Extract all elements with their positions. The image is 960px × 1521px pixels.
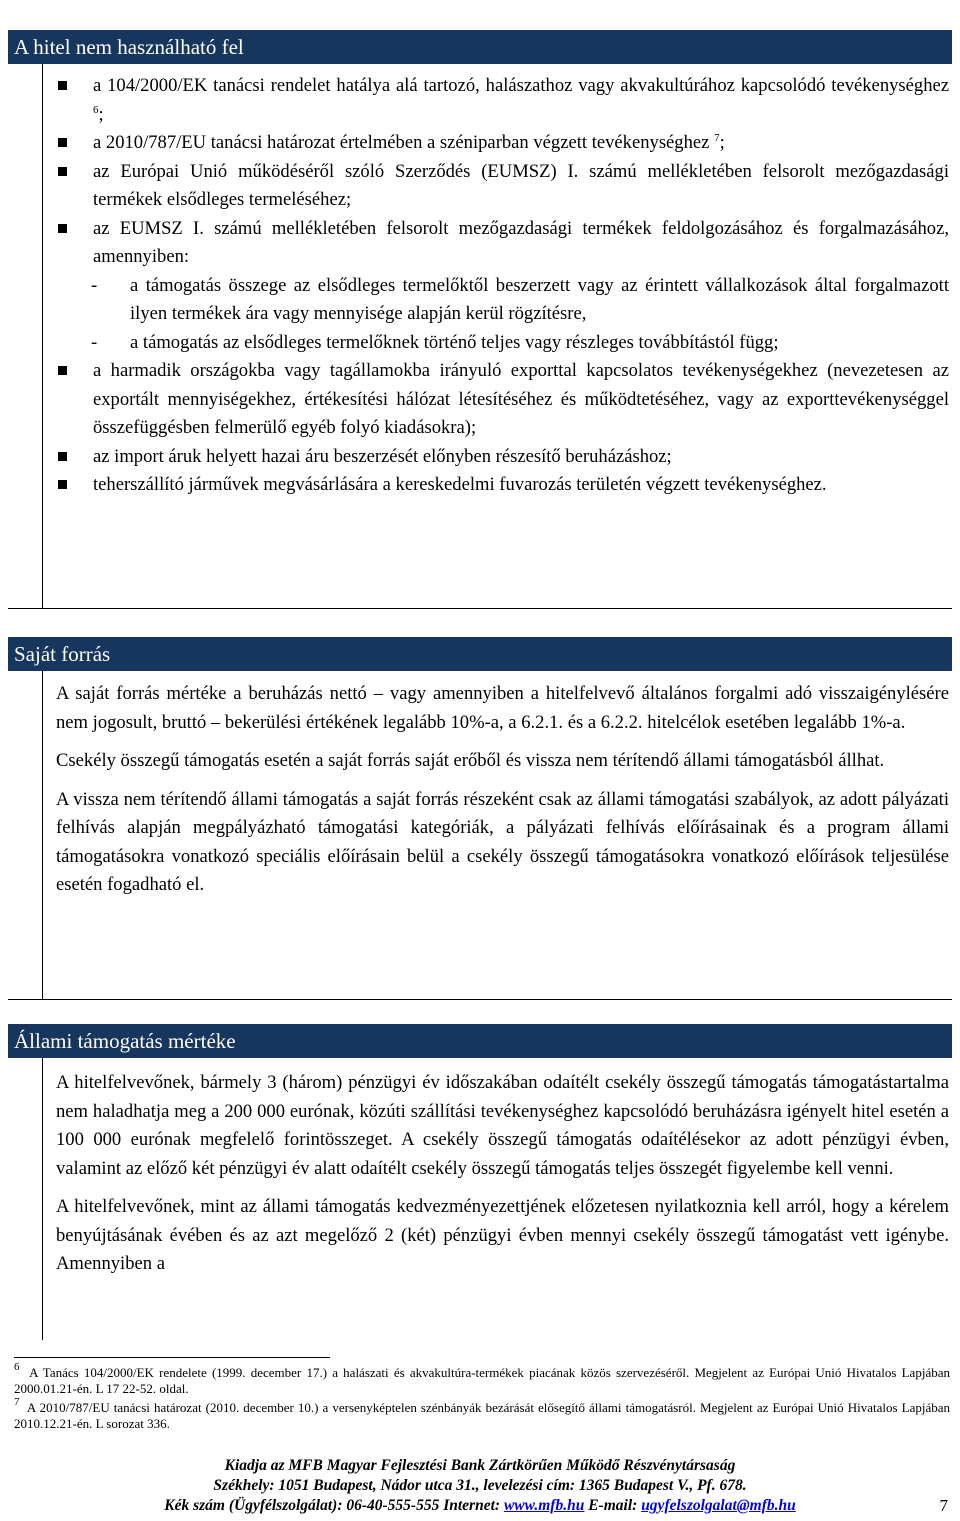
page-footer — [0, 1456, 960, 1516]
dash-bullet: - — [91, 274, 98, 296]
section-header-sajat-forras: Saját forrás — [8, 637, 952, 671]
paragraph: A hitelfelvevőnek, mint az állami támogatás kedvezményezettjének előzetesen nyilatkoznia kell arról, hogy a kérelem benyújtásának évében és az azt megelőző 2 (két) pénzügyi évben mennyi csekély összegű támogatást vett igénybe. Amennyiben a — [56, 1196, 949, 1274]
state-aid-text — [56, 1069, 949, 1279]
list-item: az import áruk helyett hazai áru beszerzését előnyben részesítő beruházáshoz; — [56, 443, 949, 472]
section-left-rule — [42, 64, 43, 608]
footnote-separator — [14, 1357, 330, 1358]
section-bottom-rule — [8, 999, 952, 1000]
section-header-allami-tamogatas: Állami támogatás mértéke — [8, 1024, 952, 1058]
address-line: Székhely: 1051 Budapest, Nádor utca 31., levelezési cím: 1365 Budapest V., Pf. 678. — [213, 1477, 747, 1494]
section-header-hitel-nem-hasznalhato: A hitel nem használható fel — [8, 30, 952, 64]
list-item: a 104/2000/EK tanácsi rendelet hatálya alá tartozó, halászathoz vagy akvakultúrához kapcsolódó tevékenységhez $^6$; — [56, 72, 949, 129]
list-item: a harmadik országokba vagy tagállamokba irányuló exporttal kapcsolatos tevékenységekhez (nevezetesen az exportált mennyiségekhez, értékesítési hálózat létesítéséhez és működtetéséhez, vagy az exporttevékenységgel összefüggésben felmerülő egyéb folyó kiadásokra); — [56, 357, 949, 443]
publisher-line: Kiadja az MFB Magyar Fejlesztési Bank Zártkörűen Működő Részvénytársaság — [224, 1457, 736, 1474]
email-link[interactable]: ugyfelszolgalat@mfb.hu — [641, 1497, 796, 1514]
website-link[interactable]: www.mfb.hu — [503, 1497, 585, 1514]
footnote-ref-6[interactable]: 6 — [93, 103, 99, 116]
sub-list-item: - a támogatás összege az elsődleges termelőktől beszerzett vagy az érintett vállalkozások által forgalmazott ilyen termékek ára vagy mennyisége alapján kerül rögzítésre, — [56, 272, 949, 329]
list-item: teherszállító járművek megvásárlására a kereskedelmi fuvarozás területén végzett tevékenységhez. — [56, 471, 949, 500]
paragraph: A hitelfelvevőnek, bármely 3 (három) pénzügyi év időszakában odaítélt csekély összegű támogatás támogatástartalma nem haladhatja meg a 200 000 eurónak, közúti szállítási tevékenységhez kapcsolódó beruházásra igényelt hitel esetén a 100 000 eurónak megfelelő forintösszeget. A csekély összegű támogatás odaítélésekor az adott pénzügyi évben, valamint az előző két pénzügyi év alatt odaítélt csekély összegű támogatás teljes összegét figyelembe kell venni. — [56, 1072, 949, 1179]
section-left-rule — [42, 1058, 43, 1340]
paragraph: A saját forrás mértéke a beruházás nettó – vagy amennyiben a hitelfelvevő általános forgalmi adó visszaigénylésére nem jogosult, bruttó – bekerülési értékének legalább 10%-a, a 6.2.1. és a 6.2.2. hitelcélok esetében legalább 1%-a. — [56, 683, 949, 733]
footnote-6: $^6$ A Tanács 104/2000/EK rendelete (1999. december 17.) a halászati és akvakultúra-termékek piacának közös szervezéséről. Megjelent az Európai Unió Hivatalos Lapjában 2000.01.21-én. L 17 22-52. oldal. — [14, 1361, 950, 1396]
paragraph: Csekély összegű támogatás esetén a saját forrás saját erőből és vissza nem térítendő állami támogatásból állhat. — [56, 750, 885, 771]
contact-line: Kék szám (Ügyfélszolgálat): 06-40-555-555 Internet: www.mfb.hu E-mail: ugyfelszolgalat@mfb.hu — [164, 1497, 796, 1514]
sub-list-item: - a támogatás az elsődleges termelőknek történő teljes vagy részleges továbbítástól függ; — [56, 329, 949, 358]
footnote-ref-7[interactable]: 7 — [714, 132, 720, 144]
own-resources-text — [56, 680, 949, 900]
list-item: az EUMSZ I. számú mellékletében felsorolt mezőgazdasági termékek feldolgozásához és forgalmazásához, amennyiben: — [56, 215, 949, 272]
section-left-rule — [42, 671, 43, 999]
page-number: 7 — [939, 1496, 948, 1515]
footnotes — [14, 1361, 950, 1435]
list-item: a 2010/787/EU tanácsi határozat értelmében a széniparban végzett tevékenységhez $^7$; — [56, 129, 949, 158]
footnote-7: $^7$ A 2010/787/EU tanácsi határozat (2010. december 10.) a versenyképtelen szénbányák bezárását elősegítő állami támogatásról. Megjelent az Európai Unió Hivatalos Lapjában 2010.12.21-én. L sorozat 336. — [14, 1396, 950, 1431]
dash-bullet: - — [91, 331, 98, 353]
exclusion-list — [56, 72, 949, 500]
list-item: az Európai Unió működéséről szóló Szerződés (EUMSZ) I. számú mellékletében felsorolt mezőgazdasági termékek elsődleges termeléséhez; — [56, 158, 949, 215]
section-bottom-rule — [8, 608, 952, 609]
paragraph: A vissza nem térítendő állami támogatás a saját forrás részeként csak az állami támogatási szabályok, az adott pályázati felhívás alapján megpályázható támogatási kategóriák, a pályázati felhívás előírásainak és a program állami támogatásokra vonatkozó speciális előírásain belül a csekély összegű támogatásokra vonatkozó előírások teljesülése esetén fogadható el. — [56, 788, 949, 895]
